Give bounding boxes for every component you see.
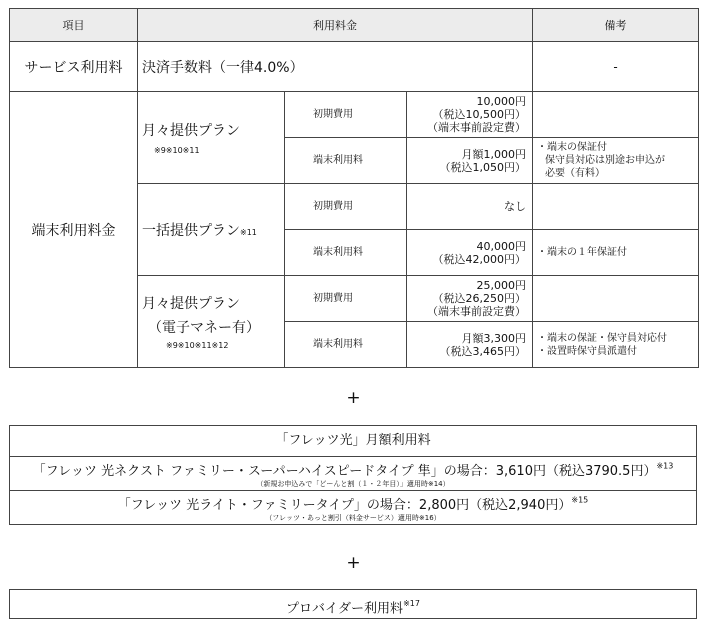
plan3-usage-cost	[407, 322, 533, 368]
cost-line: （端末事前設定費）	[427, 121, 527, 134]
plan3-name: 月々提供プラン	[142, 296, 240, 312]
cost-line: （税込3,465円）	[439, 344, 527, 358]
terminal-label: 端末利用料金	[10, 92, 138, 368]
flets-line1	[10, 456, 696, 490]
plan2-initial-cost: なし	[407, 184, 533, 230]
plan2-refs: ※11	[240, 227, 257, 237]
plan2-initial-note	[533, 184, 699, 230]
flets-line1-text: 「フレッツ 光ネクスト ファミリー・スーパーハイスピードタイプ 隼」の場合：3,610円（税込3790.5円）	[32, 464, 657, 479]
plan2-usage-note: ・端末の１年保証付	[533, 230, 699, 276]
header-note: 備考	[533, 9, 699, 42]
service-fee: 決済手数料（一律4.0%）	[138, 42, 533, 92]
plan1-initial-label: 初期費用	[285, 92, 407, 138]
plan3-initial-label: 初期費用	[285, 276, 407, 322]
flets-line2	[10, 490, 696, 524]
cost-line: 25,000円	[476, 279, 527, 292]
flets-line1-ref: ※13	[656, 461, 674, 471]
plan1-usage-cost	[407, 138, 533, 184]
flets-line2-ref: ※15	[571, 495, 589, 505]
plan3-initial-cost	[407, 276, 533, 322]
plan1-initial-note	[533, 92, 699, 138]
provider-box	[9, 589, 697, 619]
plan3-initial-note	[533, 276, 699, 322]
note-line: ・端末の保証・保守員対応付	[537, 332, 668, 344]
provider-text: プロバイダー利用料	[286, 601, 404, 617]
cost-line: （税込42,000円）	[432, 252, 527, 266]
cost-line: 月額1,000円	[461, 147, 527, 161]
note-line: 必要（有料）	[545, 168, 606, 179]
flets-line1-fine: （新規お申込みで「どーんと割（１・２年目）」適用時※14）	[256, 480, 450, 488]
provider-ref: ※17	[403, 599, 420, 608]
cost-line: 40,000円	[476, 239, 527, 253]
note-line: ・設置時保守員派遣付	[537, 345, 638, 357]
note-line: 保守員対応は別途お申込が	[545, 155, 666, 166]
service-label: サービス利用料	[10, 42, 138, 92]
cost-line: 10,000円	[476, 95, 527, 108]
plan2-usage-cost	[407, 230, 533, 276]
cost-line: （端末事前設定費）	[427, 305, 527, 318]
plan1-initial-row	[10, 92, 699, 138]
plan2-name: 一括提供プラン	[142, 222, 240, 239]
cost-line: （税込10,500円）	[432, 108, 527, 121]
plan1-usage-note	[533, 138, 699, 184]
header-item: 項目	[10, 9, 138, 42]
plan1-name-cell	[138, 92, 285, 184]
plan1-refs: ※9※10※11	[154, 146, 200, 155]
fee-table	[9, 8, 699, 368]
cost-line: （税込26,250円）	[432, 292, 527, 305]
plan3-refs: ※9※10※11※12	[166, 341, 229, 350]
service-note: -	[533, 42, 699, 92]
cost-line: （税込1,050円）	[439, 160, 527, 174]
plan3-usage-label: 端末利用料	[285, 322, 407, 368]
flets-line2-fine: （フレッツ・あっと割引（料金サービス）適用時※16）	[265, 514, 441, 522]
cost-line: 月額3,300円	[461, 331, 527, 345]
note-line: ・端末の保証付	[537, 142, 608, 153]
service-row	[10, 42, 699, 92]
plan3-usage-note	[533, 322, 699, 368]
plan3-name2: （電子マネー有）	[148, 320, 260, 336]
flets-box	[9, 425, 697, 525]
flets-line2-text: 「フレッツ 光ライト・ファミリータイプ」の場合：2,800円（税込2,940円）	[117, 498, 572, 513]
header-row	[10, 9, 699, 42]
plan2-name-cell	[138, 184, 285, 276]
plan1-initial-cost	[407, 92, 533, 138]
plus-sign: +	[346, 388, 361, 408]
plan1-name: 月々提供プラン	[142, 123, 240, 139]
header-fee: 利用料金	[138, 9, 533, 42]
plan2-initial-label: 初期費用	[285, 184, 407, 230]
plus-sign: +	[346, 553, 361, 573]
plan1-usage-label: 端末利用料	[285, 138, 407, 184]
plan3-name-cell	[138, 276, 285, 368]
plan2-usage-label: 端末利用料	[285, 230, 407, 276]
flets-title: 「フレッツ光」月額利用料	[275, 433, 431, 448]
